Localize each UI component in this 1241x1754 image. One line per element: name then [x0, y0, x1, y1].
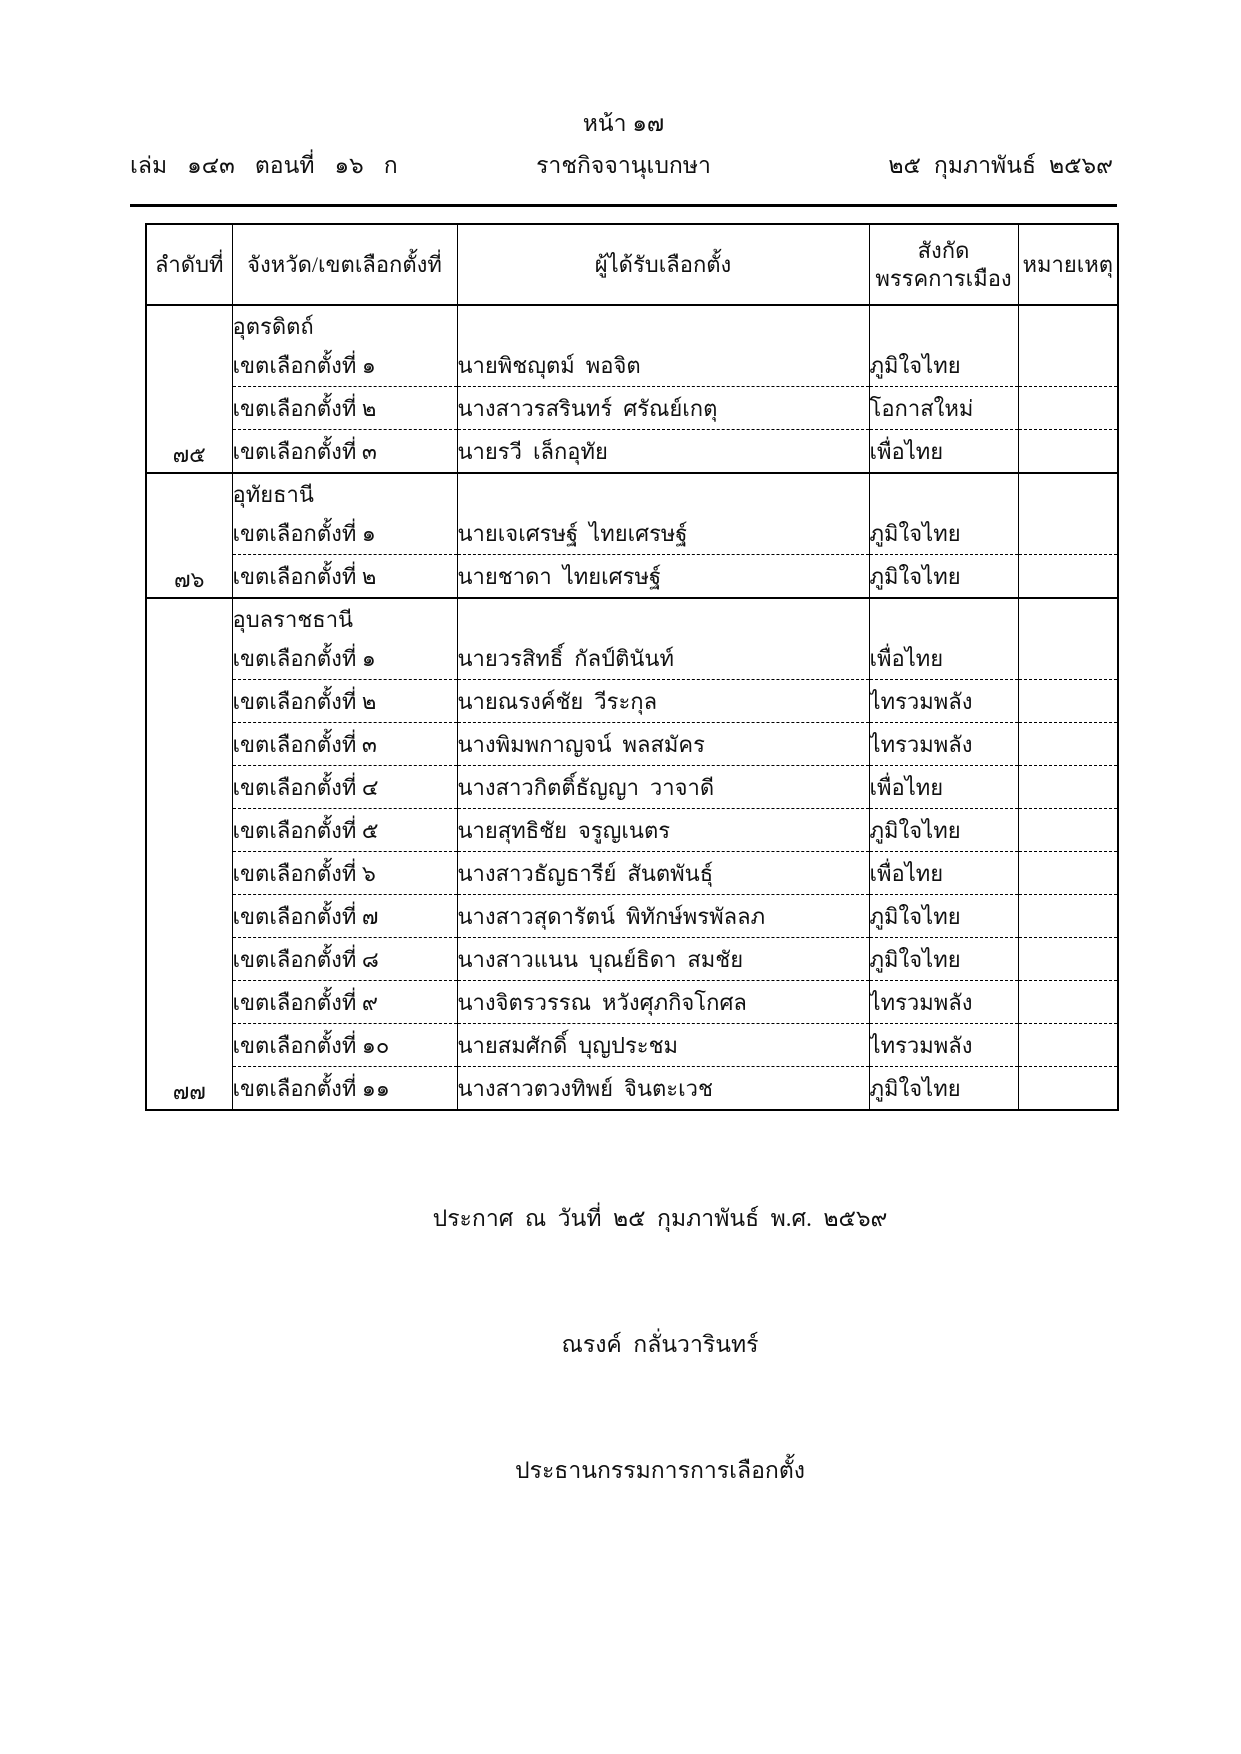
- signer-name: ณรงค์ กลั่นวารินทร์: [561, 1332, 759, 1357]
- province-name: อุตรดิตถ์: [232, 305, 457, 344]
- party-name: เพื่อไทย: [869, 766, 1018, 809]
- elected-person: นายสมศักดิ์ บุญประชม: [457, 1024, 869, 1067]
- district-row: [146, 680, 1118, 723]
- gazette-title: ราชกิจจานุเบกษา: [536, 153, 711, 178]
- district-row: [146, 555, 1118, 599]
- district-row: [146, 430, 1118, 474]
- col-header-area: จังหวัด/เขตเลือกตั้งที่: [232, 224, 457, 305]
- elected-person: นางสาวรสรินทร์ ศรัณย์เกตุ: [457, 387, 869, 430]
- col-header-note: หมายเหตุ: [1018, 224, 1118, 305]
- note-cell: [1018, 723, 1118, 766]
- party-name: ไทรวมพลัง: [869, 680, 1018, 723]
- province-name: อุทัยธานี: [232, 473, 457, 512]
- volume-number: ๑๔๓: [187, 153, 235, 178]
- district-label: เขตเลือกตั้งที่ ๔: [232, 766, 457, 809]
- issue-section: ก: [383, 153, 398, 178]
- district-label: เขตเลือกตั้งที่ ๗: [232, 895, 457, 938]
- person-cell-empty: [457, 598, 869, 637]
- elected-person: นางสาวแนน บุณย์ธิดา สมชัย: [457, 938, 869, 981]
- district-label: เขตเลือกตั้งที่ ๑๐: [232, 1024, 457, 1067]
- elected-person: นางจิตรวรรณ หวังศุภกิจโกศล: [457, 981, 869, 1024]
- col-header-party-line2: พรรคการเมือง: [875, 265, 1012, 291]
- district-label: เขตเลือกตั้งที่ ๑๑: [232, 1067, 457, 1111]
- district-label: เขตเลือกตั้งที่ ๖: [232, 852, 457, 895]
- person-cell-empty: [457, 473, 869, 512]
- elected-person: นางสาวกิตติ์ธัญญา วาจาดี: [457, 766, 869, 809]
- province-row: [146, 473, 1118, 512]
- elected-person: นายเจเศรษฐ์ ไทยเศรษฐ์: [457, 512, 869, 555]
- party-name: ไทรวมพลัง: [869, 723, 1018, 766]
- volume-word: เล่ม: [130, 153, 168, 178]
- signer-title: ประธานกรรมการการเลือกตั้ง: [514, 1458, 806, 1483]
- district-label: เขตเลือกตั้งที่ ๒: [232, 555, 457, 599]
- note-cell: [1018, 680, 1118, 723]
- date-month: กุมภาพันธ์: [933, 153, 1036, 178]
- district-row: [146, 512, 1118, 555]
- note-cell: [1018, 387, 1118, 430]
- district-label: เขตเลือกตั้งที่ ๓: [232, 723, 457, 766]
- note-cell: [1018, 555, 1118, 599]
- results-table: [145, 223, 1119, 1111]
- note-cell-empty: [1018, 305, 1118, 344]
- note-cell: [1018, 637, 1118, 680]
- party-name: โอกาสใหม่: [869, 387, 1018, 430]
- elected-person: นายรวี เล็กอุทัย: [457, 430, 869, 474]
- note-cell-empty: [1018, 598, 1118, 637]
- district-label: เขตเลือกตั้งที่ ๑: [232, 512, 457, 555]
- order-number: ๗๕: [146, 305, 232, 473]
- district-label: เขตเลือกตั้งที่ ๒: [232, 680, 457, 723]
- col-header-party: [869, 224, 1018, 305]
- col-header-order: ลำดับที่: [146, 224, 232, 305]
- col-header-person: ผู้ได้รับเลือกตั้ง: [457, 224, 869, 305]
- elected-person: นางพิมพกาญจน์ พลสมัคร: [457, 723, 869, 766]
- district-row: [146, 387, 1118, 430]
- signature-block: [160, 1114, 1160, 1576]
- party-name: ภูมิใจไทย: [869, 555, 1018, 599]
- party-name: เพื่อไทย: [869, 637, 1018, 680]
- district-label: เขตเลือกตั้งที่ ๕: [232, 809, 457, 852]
- note-cell: [1018, 809, 1118, 852]
- district-label: เขตเลือกตั้งที่ ๒: [232, 387, 457, 430]
- party-name: ภูมิใจไทย: [869, 512, 1018, 555]
- elected-person: นางสาวธัญธารีย์ สันตพันธุ์: [457, 852, 869, 895]
- table-header-row: [146, 224, 1118, 305]
- table-header: [146, 224, 1118, 305]
- district-row: [146, 895, 1118, 938]
- party-cell-empty: [869, 598, 1018, 637]
- page-number: หน้า ๑๗: [582, 111, 665, 136]
- issue-number: ๑๖: [334, 153, 364, 178]
- note-cell: [1018, 938, 1118, 981]
- district-label: เขตเลือกตั้งที่ ๓: [232, 430, 457, 474]
- masthead: [130, 148, 1117, 180]
- district-row: [146, 981, 1118, 1024]
- note-cell: [1018, 852, 1118, 895]
- order-number: ๗๖: [146, 473, 232, 598]
- district-row: [146, 938, 1118, 981]
- party-name: ภูมิใจไทย: [869, 809, 1018, 852]
- elected-person: นายพิชญุตม์ พอจิต: [457, 344, 869, 387]
- district-row: [146, 637, 1118, 680]
- elected-person: นายณรงค์ชัย วีระกุล: [457, 680, 869, 723]
- district-row: [146, 723, 1118, 766]
- district-label: เขตเลือกตั้งที่ ๑: [232, 637, 457, 680]
- party-name: ภูมิใจไทย: [869, 1067, 1018, 1111]
- elected-person: นางสาวสุดารัตน์ พิทักษ์พรพัลลภ: [457, 895, 869, 938]
- party-cell-empty: [869, 473, 1018, 512]
- province-row: [146, 598, 1118, 637]
- table-body: [146, 305, 1118, 1110]
- gazette-date: [888, 148, 1113, 184]
- date-day: ๒๕: [888, 153, 921, 178]
- issue-word: ตอนที่: [254, 153, 315, 178]
- district-label: เขตเลือกตั้งที่ ๑: [232, 344, 457, 387]
- district-label: เขตเลือกตั้งที่ ๙: [232, 981, 457, 1024]
- party-name: เพื่อไทย: [869, 430, 1018, 474]
- district-label: เขตเลือกตั้งที่ ๘: [232, 938, 457, 981]
- note-cell: [1018, 344, 1118, 387]
- party-name: ภูมิใจไทย: [869, 344, 1018, 387]
- party-name: ไทรวมพลัง: [869, 981, 1018, 1024]
- date-year: ๒๕๖๙: [1048, 153, 1113, 178]
- district-row: [146, 809, 1118, 852]
- district-row: [146, 852, 1118, 895]
- province-name: อุบลราชธานี: [232, 598, 457, 637]
- party-name: ไทรวมพลัง: [869, 1024, 1018, 1067]
- order-number: ๗๗: [146, 598, 232, 1110]
- note-cell-empty: [1018, 473, 1118, 512]
- note-cell: [1018, 1067, 1118, 1111]
- note-cell: [1018, 981, 1118, 1024]
- col-header-party-line1: สังกัด: [917, 238, 970, 263]
- note-cell: [1018, 766, 1118, 809]
- party-name: ภูมิใจไทย: [869, 895, 1018, 938]
- district-row: [146, 766, 1118, 809]
- district-row: [146, 344, 1118, 387]
- elected-person: นางสาวตวงทิพย์ จินตะเวช: [457, 1067, 869, 1111]
- party-name: เพื่อไทย: [869, 852, 1018, 895]
- elected-person: นายชาดา ไทยเศรษฐ์: [457, 555, 869, 599]
- party-cell-empty: [869, 305, 1018, 344]
- province-row: [146, 305, 1118, 344]
- party-name: ภูมิใจไทย: [869, 938, 1018, 981]
- note-cell: [1018, 1024, 1118, 1067]
- announcement-line: ประกาศ ณ วันที่ ๒๕ กุมภาพันธ์ พ.ศ. ๒๕๖๙: [432, 1206, 888, 1231]
- district-row: [146, 1067, 1118, 1111]
- note-cell: [1018, 430, 1118, 474]
- header-rule: [130, 204, 1117, 207]
- district-row: [146, 1024, 1118, 1067]
- note-cell: [1018, 512, 1118, 555]
- person-cell-empty: [457, 305, 869, 344]
- elected-person: นายวรสิทธิ์ กัลป์ตินันท์: [457, 637, 869, 680]
- elected-person: นายสุทธิชัย จรูญเนตร: [457, 809, 869, 852]
- note-cell: [1018, 895, 1118, 938]
